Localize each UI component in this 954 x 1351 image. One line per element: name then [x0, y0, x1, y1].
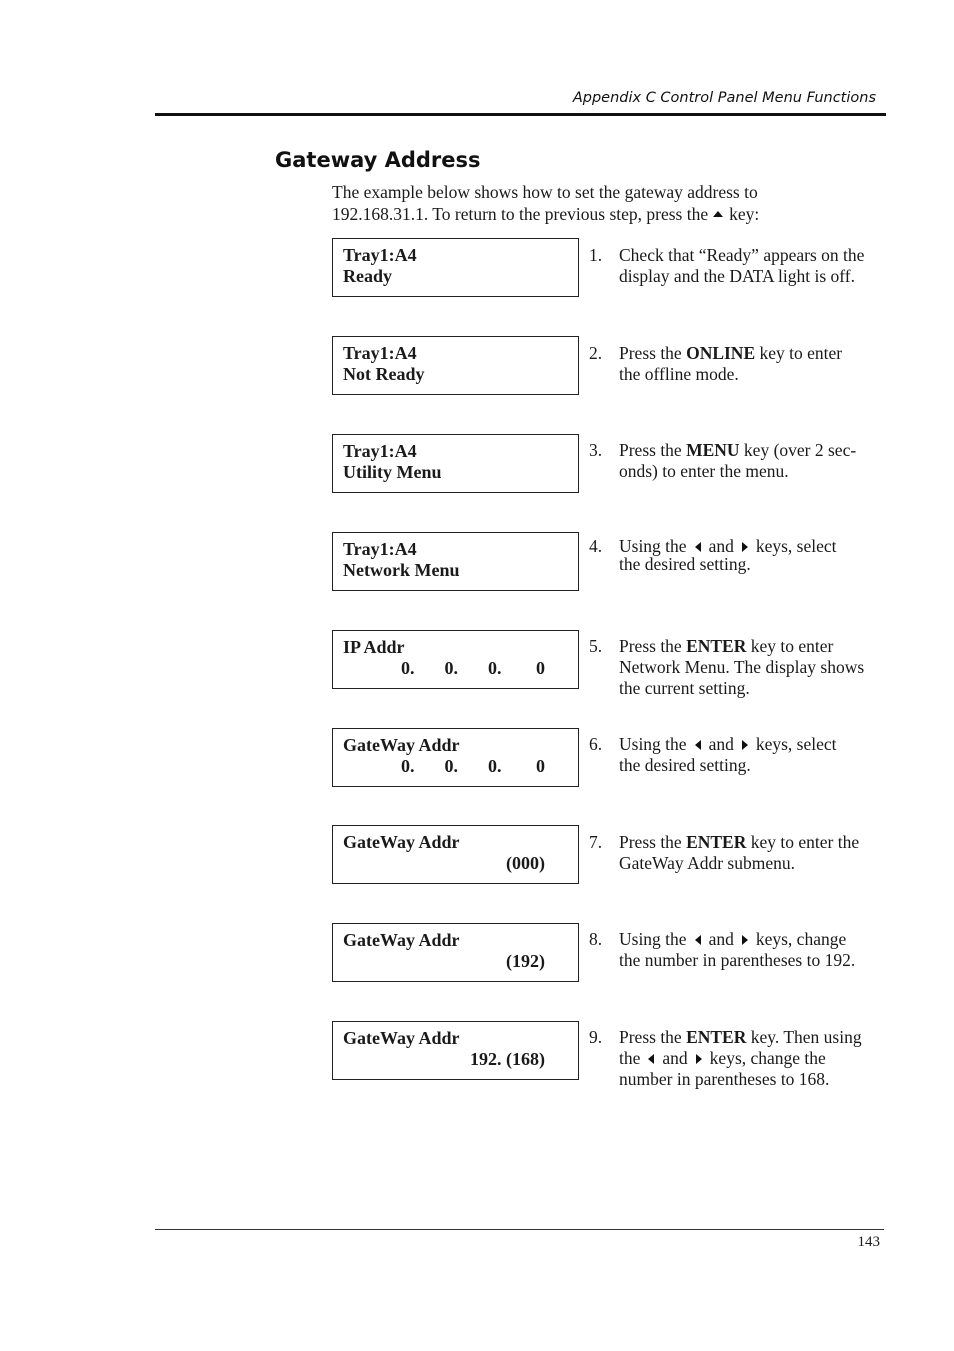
lcd-display-gateway-addr-000 [332, 825, 579, 884]
step-line: the number in parentheses to 192. [619, 950, 856, 970]
lcd-display-utility-menu [332, 434, 579, 493]
right-arrow-key-icon [742, 935, 748, 945]
step-6 [589, 734, 889, 776]
step-number: 3. [589, 440, 603, 460]
step-text-part: Using the [619, 536, 687, 556]
step-text-part: keys, change the [709, 1048, 826, 1068]
left-arrow-key-icon [695, 542, 701, 552]
step-7 [589, 832, 889, 874]
lcd-display-ready [332, 238, 579, 297]
step-text [619, 245, 889, 287]
step-text [619, 636, 889, 699]
step-text [619, 832, 889, 874]
step-line [619, 343, 889, 364]
lcd-line-1: Tray1:A4 [343, 245, 417, 265]
lcd-line-2: Not Ready [343, 364, 425, 384]
step-5 [589, 636, 889, 699]
lcd-display-gateway-addr-192 [332, 923, 579, 982]
step-text-part: Press the [619, 832, 682, 852]
step-text [619, 440, 889, 482]
ip-octet: 0. [488, 756, 502, 776]
step-number: 6. [589, 734, 603, 754]
lcd-line-1: Tray1:A4 [343, 539, 417, 559]
lcd-line-2: (000) [506, 853, 545, 873]
step-number: 2. [589, 343, 603, 363]
key-name: ENTER [686, 832, 747, 852]
right-arrow-key-icon [696, 1054, 702, 1064]
step-line: GateWay Addr submenu. [619, 853, 795, 873]
lcd-line-2: Utility Menu [343, 462, 442, 482]
step-9 [589, 1027, 889, 1090]
step-number: 8. [589, 929, 603, 949]
lcd-display-ip-addr [332, 630, 579, 689]
ip-octet: 0. [444, 658, 458, 678]
step-line [619, 832, 889, 853]
lcd-line-2: Ready [343, 266, 392, 286]
lcd-line-2: Network Menu [343, 560, 460, 580]
header-rule [155, 113, 886, 116]
step-text-part: and [708, 536, 734, 556]
intro-line-2-end: key: [729, 204, 760, 224]
step-text [619, 536, 889, 575]
intro-paragraph [332, 181, 852, 225]
lcd-line-1: GateWay Addr [343, 832, 460, 852]
right-arrow-key-icon [742, 542, 748, 552]
lcd-line-1: GateWay Addr [343, 735, 460, 755]
step-line [619, 734, 889, 755]
running-header: Appendix C Control Panel Menu Functions [572, 90, 876, 106]
lcd-line-2: 192. (168) [470, 1049, 545, 1069]
step-number: 5. [589, 636, 603, 656]
ip-octet: 0. [444, 756, 458, 776]
ip-octet: 0 [536, 658, 545, 678]
step-line: the current setting. [619, 678, 750, 698]
step-line: the offline mode. [619, 364, 739, 384]
step-number: 9. [589, 1027, 603, 1047]
lcd-display-not-ready [332, 336, 579, 395]
intro-line-2 [332, 203, 852, 225]
step-line [619, 1048, 889, 1069]
step-line [619, 636, 889, 657]
lcd-display-gateway-addr-168 [332, 1021, 579, 1080]
step-line: number in parentheses to 168. [619, 1069, 830, 1089]
step-text-part: Press the [619, 636, 682, 656]
lcd-line-1: GateWay Addr [343, 1028, 460, 1048]
key-name: MENU [686, 440, 740, 460]
step-text [619, 734, 889, 776]
step-text-part: Press the [619, 1027, 682, 1047]
lcd-line-1: GateWay Addr [343, 930, 460, 950]
step-text-part: keys, change [755, 929, 847, 949]
step-line [619, 1027, 889, 1048]
page-number: 143 [857, 1234, 880, 1250]
step-text [619, 929, 889, 971]
intro-line-1: The example below shows how to set the gateway address to [332, 182, 758, 202]
step-text-part: keys, select [755, 536, 837, 556]
step-text [619, 343, 889, 385]
step-text-part: key (over 2 sec- [743, 440, 857, 460]
step-text-part: and [662, 1048, 688, 1068]
ip-octet: 0. [401, 658, 415, 678]
lcd-display-gateway-addr-current [332, 728, 579, 787]
lcd-ip-values [343, 756, 545, 777]
step-text-part: the [619, 1048, 641, 1068]
footer-rule [155, 1229, 884, 1230]
step-text-part: and [708, 929, 734, 949]
step-line: the desired setting. [619, 554, 751, 574]
step-1 [589, 245, 889, 287]
step-2 [589, 343, 889, 385]
step-text-part: Press the [619, 343, 682, 363]
lcd-ip-values [343, 658, 545, 679]
lcd-line-1: Tray1:A4 [343, 441, 417, 461]
step-text-part: key to enter [750, 636, 834, 656]
step-line [619, 929, 889, 950]
lcd-display-network-menu [332, 532, 579, 591]
step-text-part: and [708, 734, 734, 754]
ip-octet: 0 [536, 756, 545, 776]
left-arrow-key-icon [695, 935, 701, 945]
step-line: onds) to enter the menu. [619, 461, 789, 481]
step-text [619, 1027, 889, 1090]
step-number: 4. [589, 536, 603, 556]
step-3 [589, 440, 889, 482]
step-text-part: keys, select [755, 734, 837, 754]
lcd-line-1: Tray1:A4 [343, 343, 417, 363]
key-name: ENTER [686, 1027, 747, 1047]
step-line: the desired setting. [619, 755, 751, 775]
ip-octet: 0. [401, 756, 415, 776]
key-name: ONLINE [686, 343, 756, 363]
step-text-part: key to enter [759, 343, 843, 363]
up-arrow-key-icon [713, 211, 723, 217]
step-number: 1. [589, 245, 603, 265]
step-text-part: key. Then using [750, 1027, 862, 1047]
key-name: ENTER [686, 636, 747, 656]
step-line: display and the DATA light is off. [619, 266, 855, 286]
step-text-part: Press the [619, 440, 682, 460]
lcd-line-2: (192) [506, 951, 545, 971]
right-arrow-key-icon [742, 740, 748, 750]
ip-octet: 0. [488, 658, 502, 678]
left-arrow-key-icon [648, 1054, 654, 1064]
step-line: Check that “Ready” appears on the [619, 245, 865, 265]
step-number: 7. [589, 832, 603, 852]
lcd-line-1: IP Addr [343, 637, 405, 657]
step-4 [589, 536, 889, 575]
left-arrow-key-icon [695, 740, 701, 750]
step-text-part: Using the [619, 734, 687, 754]
step-text-part: Using the [619, 929, 687, 949]
section-title: Gateway Address [275, 148, 481, 172]
step-line [619, 440, 889, 461]
step-line: Network Menu. The display shows [619, 657, 865, 677]
intro-line-2-text: 192.168.31.1. To return to the previous step, press the [332, 204, 709, 224]
step-text-part: key to enter the [750, 832, 860, 852]
step-8 [589, 929, 889, 971]
